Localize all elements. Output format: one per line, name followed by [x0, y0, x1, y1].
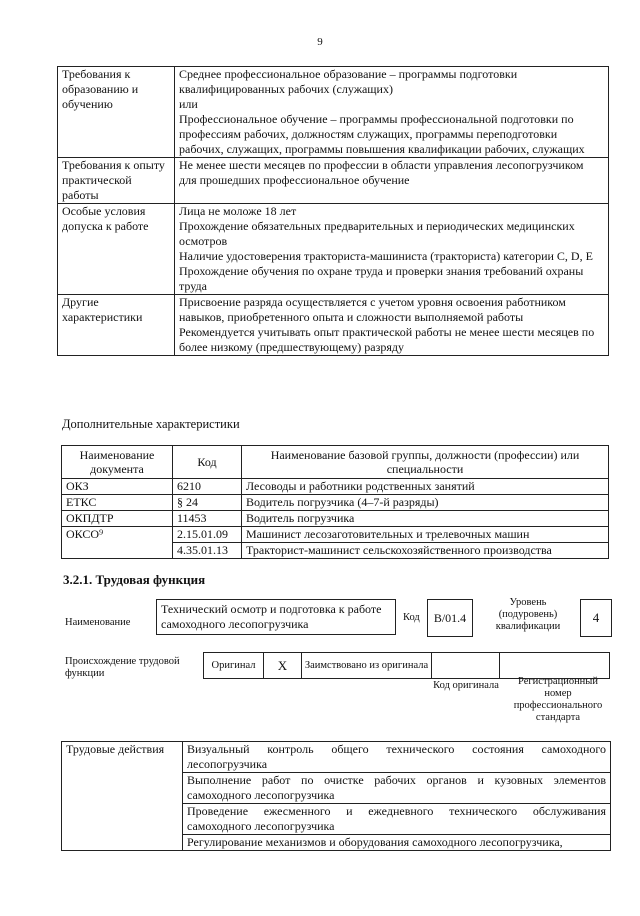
level-label: Уровень (подуровень) квалификации	[495, 597, 561, 632]
requirement-row	[58, 67, 609, 158]
requirement-line: Рекомендуется учитывать опыт практической работы не менее шести месяцев по более низкому (предшествующему) разряду	[179, 325, 595, 354]
requirement-line: или	[179, 97, 198, 111]
name-label: Наименование	[65, 617, 131, 628]
additional-characteristics-table	[61, 445, 609, 559]
table-row	[62, 495, 609, 511]
cell-name: Водитель погрузчика (4–7-й разряды)	[242, 495, 609, 511]
cell-doc: ОКПДТР	[62, 511, 173, 527]
labor-action-item: Визуальный контроль общего технического состояния самоходного лесопогрузчика	[183, 742, 611, 773]
header-code: Код	[173, 446, 242, 479]
cell-code: 11453	[173, 511, 242, 527]
borrowed-cell: Заимствовано из оригинала	[301, 652, 431, 679]
requirement-line: Присвоение разряда осуществляется с учетом уровня освоения работником навыков, приобретенного опыта и сложности выполняемой работы	[179, 295, 566, 324]
level-box: 4	[580, 599, 612, 637]
labor-actions-label: Трудовые действия	[62, 742, 183, 851]
cell-doc: ЕТКС	[62, 495, 173, 511]
cell-name: Лесоводы и работники родственных занятий	[242, 479, 609, 495]
labor-action-row	[62, 742, 611, 773]
labor-actions-table	[61, 741, 611, 851]
cell-doc: ОКЗ	[62, 479, 173, 495]
requirement-line: Прохождение обязательных предварительных и периодических медицинских осмотров	[179, 219, 575, 248]
requirement-value	[175, 295, 609, 356]
header-name: Наименование базовой группы, должности (профессии) или специальности	[242, 446, 609, 479]
cell-name: Водитель погрузчика	[242, 511, 609, 527]
cell-code: 6210	[173, 479, 242, 495]
cell-code: 4.35.01.13	[173, 543, 242, 559]
requirement-row	[58, 158, 609, 204]
requirement-value	[175, 158, 609, 204]
reg-number-cell	[499, 652, 610, 679]
function-code-box: B/01.4	[427, 599, 473, 637]
original-cell: Оригинал	[203, 652, 263, 679]
code-original-cell	[431, 652, 499, 679]
reg-number-label: Регистрационный номер профессионального стандарта	[513, 676, 603, 723]
cell-doc: ОКСО⁹	[62, 527, 173, 559]
cell-code: 2.15.01.09	[173, 527, 242, 543]
cell-code: § 24	[173, 495, 242, 511]
requirement-label: Другие характеристики	[58, 295, 175, 356]
table-row	[62, 527, 609, 543]
section-title: 3.2.1. Трудовая функция	[63, 572, 206, 587]
labor-action-item: Проведение ежесменного и ежедневного технического обслуживания самоходного лесопогрузчика	[183, 804, 611, 835]
labor-action-item: Выполнение работ по очистке рабочих органов и кузовных элементов самоходного лесопогрузчика	[183, 773, 611, 804]
requirements-table	[57, 66, 609, 356]
page-number: 9	[317, 36, 323, 48]
cell-name: Тракторист-машинист сельскохозяйственного производства	[242, 543, 609, 559]
requirement-line: Прохождение обучения по охране труда и проверки знания требований охраны труда	[179, 264, 584, 293]
code-original-label: Код оригинала	[433, 680, 499, 691]
requirement-line: Не менее шести месяцев по профессии в области управления лесопогрузчиком для прошедших профессиональное обучение	[179, 158, 584, 187]
requirement-label: Требования к опыту практической работы	[58, 158, 175, 204]
requirement-line: Среднее профессиональное образование – программы подготовки квалифицированных рабочих (служащих)	[179, 67, 518, 96]
origin-label: Происхождение трудовой функции	[65, 656, 180, 679]
requirement-value	[175, 67, 609, 158]
cell-name: Машинист лесозаготовительных и трелевочных машин	[242, 527, 609, 543]
code-label: Код	[403, 612, 420, 623]
origin-row	[203, 652, 610, 679]
requirement-line: Профессиональное обучение – программы профессиональной подготовки по профессиям рабочих, должностям служащих, программы переподготовки рабочих, служащих, программы повышения квалификации рабочих, служащих	[179, 112, 585, 156]
additional-characteristics-title: Дополнительные характеристики	[62, 417, 240, 431]
function-name-box: Технический осмотр и подготовка к работе самоходного лесопогрузчика	[156, 599, 396, 635]
requirement-line: Наличие удостоверения тракториста-машиниста (тракториста) категории C, D, E	[179, 249, 593, 263]
requirement-row	[58, 295, 609, 356]
original-mark-cell: X	[263, 652, 301, 679]
labor-action-item: Регулирование механизмов и оборудования самоходного лесопогрузчика,	[183, 835, 611, 851]
requirement-value	[175, 204, 609, 295]
table-row	[62, 511, 609, 527]
requirement-line: Лица не моложе 18 лет	[179, 204, 297, 218]
table-row	[62, 479, 609, 495]
header-doc: Наименование документа	[62, 446, 173, 479]
requirement-row	[58, 204, 609, 295]
requirement-label: Особые условия допуска к работе	[58, 204, 175, 295]
requirement-label: Требования к образованию и обучению	[58, 67, 175, 158]
